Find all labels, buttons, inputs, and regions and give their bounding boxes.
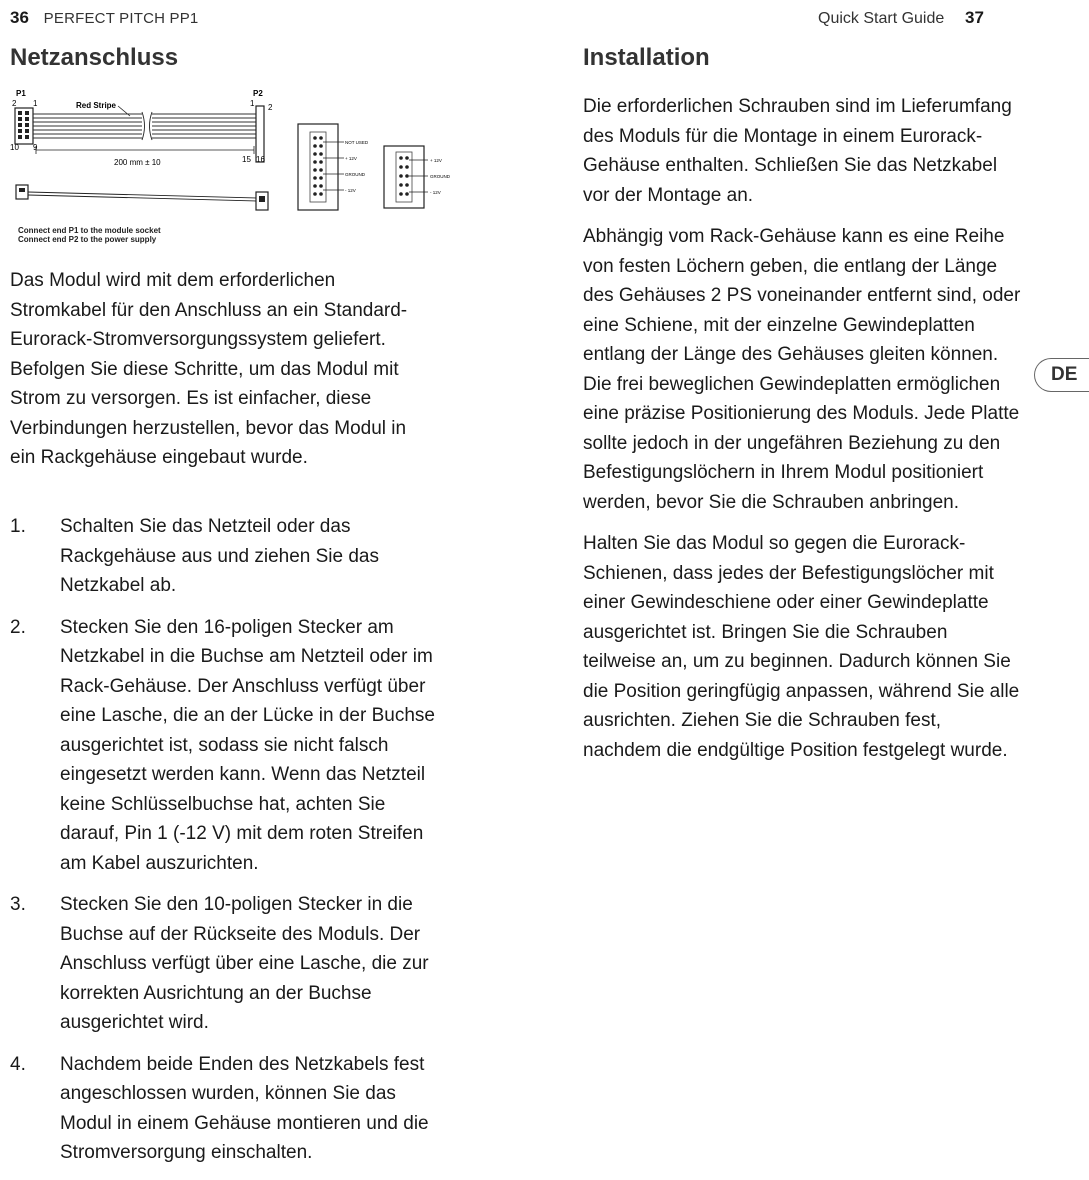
pin-minus12b-label: - 12V — [430, 190, 441, 195]
p1-label: P1 — [16, 89, 26, 98]
installation-body — [583, 92, 1023, 777]
pin-ground-label: GROUND — [345, 172, 365, 177]
page-header-left — [10, 8, 198, 28]
pin16-label: 16 — [256, 155, 265, 164]
diagram-caption — [18, 226, 161, 244]
pin15-label: 15 — [242, 155, 251, 164]
netzanschluss-intro — [10, 266, 430, 473]
step-number: 2. — [10, 616, 26, 638]
p1-connector — [15, 108, 33, 144]
list-item — [10, 613, 440, 879]
step-number: 1. — [10, 516, 26, 537]
pin1-right-label: 1 — [250, 99, 255, 108]
installation-paragraph: Die erforderlichen Schrauben sind im Lieferumfang des Moduls für die Montage in einem Eurorack-Gehäuse enthalten. Schließen Sie das Netzkabel vor der Montage an. — [583, 96, 1012, 206]
pin-notused-label: NOT USED — [345, 140, 369, 145]
pin9-label: 9 — [33, 143, 38, 152]
pin-groundb-label: GROUND — [430, 174, 450, 179]
step-number: 3. — [10, 894, 26, 915]
pin-plus12-label: + 12V — [345, 156, 357, 161]
p2-connector — [256, 106, 264, 162]
steps-list — [10, 512, 440, 1180]
pin-plus12b-label: + 12V — [430, 158, 442, 163]
list-item — [10, 1050, 440, 1168]
list-item — [10, 890, 440, 1038]
step-text: Stecken Sie den 16-poligen Stecker am Netzkabel in die Buchse am Netzteil oder im Rack-Gehäuse. Der Anschluss verfügt über eine Lasche, die an der Lücke in der Buchse ausgerichtet ist, sodass sie nicht falsch eingesetzt werden kann. Wenn das Netzteil keine Schlüsselbuchse hat, achten Sie darauf, Pin 1 (-12 V) mit dem roten Streifen am Kabel auszurichten. — [60, 616, 435, 874]
pin2-right-label: 2 — [268, 103, 273, 112]
step-text: Schalten Sie das Netzteil oder das Rackgehäuse aus und ziehen Sie das Netzkabel ab. — [60, 516, 380, 596]
cable-side-view — [16, 185, 268, 210]
right-page-number: 37 — [965, 8, 984, 27]
red-stripe-label: Red Stripe — [76, 101, 117, 110]
step-text: Nachdem beide Enden des Netzkabels fest angeschlossen wurden, können Sie das Modul in einem Gehäuse montieren und die Stromversorgung einschalten. — [60, 1053, 429, 1163]
pinout-10-pin — [384, 146, 428, 208]
intro-paragraph: Das Modul wird mit dem erforderlichen Stromkabel für den Anschluss an ein Standard-Eurorack-Stromversorgungssystem geliefert. Befolgen Sie diese Schritte, um das Modul mit Strom zu versorgen. Es ist einfacher, diese Verbindungen herzustellen, bevor das Modul in ein Rackgehäuse eingebaut wurde. — [10, 270, 408, 468]
list-item — [10, 512, 440, 601]
pin-minus12-label: - 12V — [345, 188, 356, 193]
section-heading-netzanschluss: Netzanschluss — [10, 44, 179, 71]
document-title: PERFECT PITCH PP1 — [43, 10, 199, 27]
caption-line-2: Connect end P2 to the power supply — [18, 235, 157, 244]
pinout-16-pin — [298, 124, 344, 210]
installation-paragraph: Abhängig vom Rack-Gehäuse kann es eine Reihe von festen Löchern geben, die entlang der Länge des Gehäuses 2 PS voneinander entfernt sind, oder eine Schiene, mit der einzelne Gewindeplatten entlang der Länge des Gehäuses gleiten können. Die frei beweglichen Gewindeplatten ermöglichen eine präzise Positionierung des Moduls. Jede Platte sollte jedoch in der ungefähren Beziehung zu den Befestigungslöchern in Ihrem Modul positioniert werden, bevor Sie die Schrauben anbringen. — [583, 226, 1021, 513]
page-header-right — [818, 8, 984, 28]
cable-length-label: 200 mm ± 10 — [114, 158, 161, 167]
step-number: 4. — [10, 1053, 26, 1075]
pin2-left-label: 2 — [12, 99, 17, 108]
section-heading-installation: Installation — [583, 44, 710, 71]
p2-label: P2 — [253, 89, 263, 98]
pin10-label: 10 — [10, 143, 19, 152]
caption-line-1: Connect end P1 to the module socket — [18, 226, 161, 235]
left-page-number: 36 — [10, 8, 29, 27]
language-tab: DE — [1034, 358, 1089, 392]
installation-paragraph: Halten Sie das Modul so gegen die Eurorack-Schienen, dass jedes der Befestigungslöcher mit einer Gewindeschiene oder einer Gewindeplatte ausgerichtet ist. Bringen Sie die Schrauben teilweise an, um zu beginnen. Dadurch können Sie die Position geringfügig anpassen, während Sie alle ausrichten. Ziehen Sie die Schrauben fest, nachdem die endgültige Position festgelegt wurde. — [583, 533, 1020, 761]
step-text: Stecken Sie den 10-poligen Stecker in die Buchse auf der Rückseite des Moduls. Der Anschluss verfügt über eine Lasche, die zur korrekten Ausrichtung an der Buchse ausgerichtet wird. — [60, 894, 429, 1033]
power-cable-diagram — [10, 88, 450, 248]
pin1-left-label: 1 — [33, 99, 38, 108]
guide-title: Quick Start Guide — [818, 10, 945, 27]
